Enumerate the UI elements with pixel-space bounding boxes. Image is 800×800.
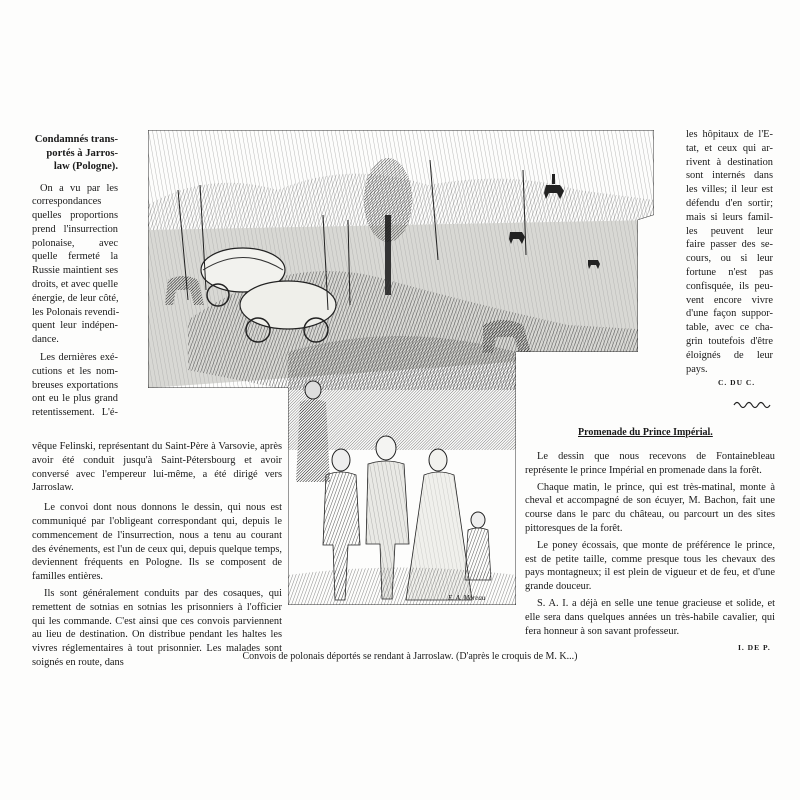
right-column-wide bbox=[525, 450, 775, 641]
engraving-caption: Convois de polonais déportés se rendant à Jarroslaw. (D'après le croquis de M. K...) bbox=[242, 651, 578, 662]
paragraph-fontainebleau: Le dessin que nous recevons de Fontainebleau représente le prince Impérial en promenade dans la forêt. bbox=[525, 451, 775, 476]
signature-du-c: C. DU C. bbox=[718, 378, 756, 387]
engraver-signature: E. A. Moreau bbox=[448, 594, 486, 602]
paragraph-cossacks: Ils sont généralement conduits par des cosaques, qui remettent de sotnias en sotnias les prisonniers à l'officier qui les commande. C'est ainsi que ces convois parviennent au lieu de destination. On distribue pendant les haltes les vivres réglementaires à tout prisonnier. Les malades sont soignés en route, dans bbox=[32, 587, 282, 668]
right-column: les hôpitaux de l'E- tat, et ceux qui ar- rivent à destination sont internés dans les villes; il leur est défendu d'en sortir; mais si leurs famil- les peuvent leur faire passer des se- cours, ou si leur fortune n'est pas confisquée, ils peu- vent encore vivre d'une façon suppor- table, avec ce cha- grin toutefois d'être éloignés de leur pays. bbox=[686, 129, 773, 375]
left-column bbox=[32, 133, 118, 420]
article-heading-convoy: Condamnés trans- portés à Jarros- law (Pologne). bbox=[34, 134, 118, 172]
paragraph-intro: On a vu par les correspondances quelles proportions prend l'insurrection polonaise, avec quelle fermeté la Russie maintient ses droits, et avec quelle énergie, de leur côté, les Polonais revendi- quent leur indépen- dance. bbox=[32, 182, 120, 346]
paragraph-executions: Les dernières exé- cutions et les nom- breuses exportations ont eu le plus grand retentissement. L'é- bbox=[32, 352, 118, 419]
signature-de-p: I. DE P. bbox=[738, 643, 771, 652]
paragraph-felinski: vêque Felinski, représentant du Saint-Père à Varsovie, après avoir été conduit jusqu'à Saint-Pétersbourg et avoir conversé avec l'empereur lui-même, a été dirigé vers Jarroslaw. bbox=[32, 441, 282, 494]
paragraph-cavalier: S. A. I. a déjà en selle une tenue gracieuse et solide, et elle sera dans quelques années un très-habile cavalier, qui fera honneur à son savant professeur. bbox=[525, 597, 775, 637]
paragraph-pony: Le poney écossais, que monte de préférence le prince, est de petite taille, comme presque tous les chevaux des pays montagneux; il est plein de vigueur et de feu, et d'une grande douceur. bbox=[525, 539, 775, 593]
decorative-flourish bbox=[732, 400, 776, 410]
article-heading-prince: Promenade du Prince Impérial. bbox=[578, 427, 713, 438]
paragraph-convoy: Le convoi dont nous donnons le dessin, qui nous est communiqué par l'obligeant correspondant qui, depuis le commencement de l'insurrection, nous a tenu au courant des événements, est l'un de ceux qui, depuis quelque temps, deviennent fréquents en Pologne. Ils se composent de familles entières. bbox=[32, 502, 282, 583]
paragraph-morning-ride: Chaque matin, le prince, qui est très-matinal, monte à cheval et accompagné de son écuyer, M. Bachon, fait une course dans le parc du château, ou parcourt un des sites pittoresques de la forêt. bbox=[525, 481, 775, 534]
